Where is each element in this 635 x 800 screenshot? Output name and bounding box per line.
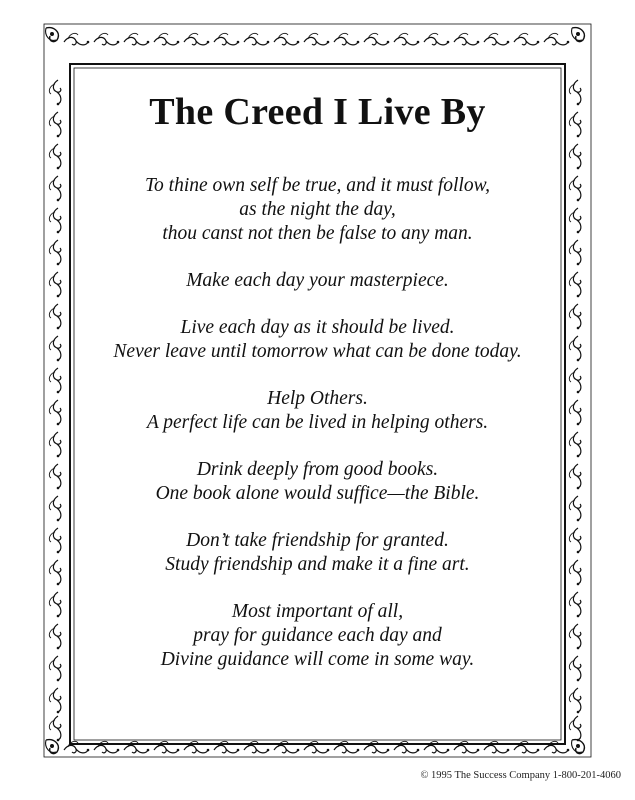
stanza-line: pray for guidance each day and xyxy=(193,625,442,646)
stanza-line: Don’t take friendship for granted. xyxy=(186,530,449,551)
stanza-line: Drink deeply from good books. xyxy=(196,459,439,480)
stanza-line: Live each day as it should be lived. xyxy=(180,317,455,338)
copyright-notice: © 1995 The Success Company 1-800-201-4060 xyxy=(420,770,621,781)
stanza-line: Make each day your masterpiece. xyxy=(186,270,449,291)
stanza-5 xyxy=(72,458,563,506)
stanza-line: as the night the day, xyxy=(239,199,396,220)
stanza-line: Study friendship and make it a fine art. xyxy=(165,554,470,575)
stanza-line: A perfect life can be lived in helping others. xyxy=(146,412,489,433)
creed-body xyxy=(72,174,563,695)
stanza-line: Divine guidance will come in some way. xyxy=(160,649,475,670)
stanza-2 xyxy=(72,269,563,293)
stanza-line: One book alone would suffice—the Bible. xyxy=(155,483,480,504)
stanza-line: Never leave until tomorrow what can be done today. xyxy=(113,341,522,362)
creed-panel xyxy=(72,66,563,742)
stanza-line: Help Others. xyxy=(267,388,368,409)
stanza-line: Most important of all, xyxy=(231,601,404,622)
stanza-3 xyxy=(72,316,563,364)
stanza-4 xyxy=(72,387,563,435)
stanza-line: To thine own self be true, and it must follow, xyxy=(144,175,491,196)
stanza-6 xyxy=(72,529,563,577)
stanza-7 xyxy=(72,600,563,672)
page-title: The Creed I Live By xyxy=(149,91,486,133)
stanza-1 xyxy=(72,174,563,246)
stanza-line: thou canst not then be false to any man. xyxy=(162,223,473,244)
